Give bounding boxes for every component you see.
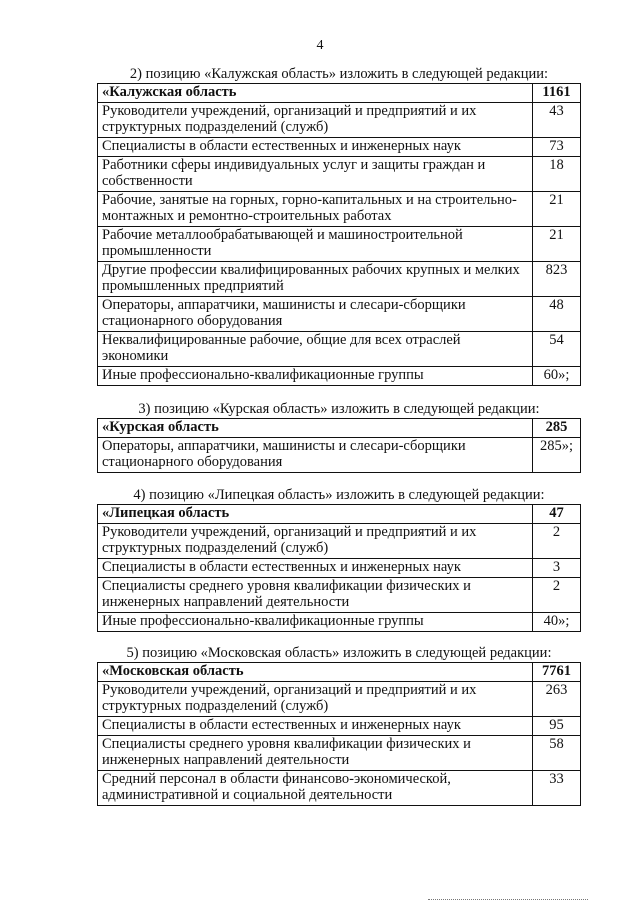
table-row xyxy=(98,682,581,717)
table-row xyxy=(98,524,581,559)
row-name: Работники сферы индивидуальных услуг и защиты граждан и собственности xyxy=(98,157,533,192)
row-value: 40»; xyxy=(533,613,581,632)
table-row xyxy=(98,771,581,806)
table-row xyxy=(98,736,581,771)
row-value: 33 xyxy=(533,771,581,806)
row-name: Специалисты в области естественных и инженерных наук xyxy=(98,559,533,578)
table-header-row xyxy=(98,84,581,103)
region-table xyxy=(97,662,581,806)
row-name: Специалисты в области естественных и инженерных наук xyxy=(98,717,533,736)
row-name: Специалисты среднего уровня квалификации физических и инженерных направлений деятельности xyxy=(98,736,533,771)
table-row xyxy=(98,262,581,297)
row-value: 18 xyxy=(533,157,581,192)
row-name: Руководители учреждений, организаций и предприятий и их структурных подразделений (служб) xyxy=(98,524,533,559)
row-name: Операторы, аппаратчики, машинисты и слесари-сборщики стационарного оборудования xyxy=(98,297,533,332)
row-value: 3 xyxy=(533,559,581,578)
row-name: Неквалифицированные рабочие, общие для всех отраслей экономики xyxy=(98,332,533,367)
row-value: 263 xyxy=(533,682,581,717)
row-value: 58 xyxy=(533,736,581,771)
row-value: 54 xyxy=(533,332,581,367)
row-value: 21 xyxy=(533,227,581,262)
table-row xyxy=(98,157,581,192)
row-name: Операторы, аппаратчики, машинисты и слесари-сборщики стационарного оборудования xyxy=(98,438,533,473)
table-header-row xyxy=(98,663,581,682)
table-row xyxy=(98,438,581,473)
section-intro: 4) позицию «Липецкая область» изложить в следующей редакции: xyxy=(133,487,545,503)
page-number: 4 xyxy=(316,38,324,53)
region-table xyxy=(97,504,581,632)
row-name: Специалисты в области естественных и инженерных наук xyxy=(98,138,533,157)
region-table xyxy=(97,83,581,386)
row-value: 60»; xyxy=(533,367,581,386)
row-name: Руководители учреждений, организаций и предприятий и их структурных подразделений (служб) xyxy=(98,103,533,138)
region-total: 7761 xyxy=(533,663,581,682)
row-value: 823 xyxy=(533,262,581,297)
table-row xyxy=(98,578,581,613)
row-name: Средний персонал в области финансово-экономической, административной и социальной деятельности xyxy=(98,771,533,806)
row-name: Иные профессионально-квалификационные группы xyxy=(98,613,533,632)
region-name: «Калужская область xyxy=(98,84,533,103)
section-intro: 5) позицию «Московская область» изложить в следующей редакции: xyxy=(126,645,552,661)
row-value: 95 xyxy=(533,717,581,736)
row-value: 2 xyxy=(533,578,581,613)
region-table xyxy=(97,418,581,473)
row-value: 48 xyxy=(533,297,581,332)
table-row xyxy=(98,192,581,227)
section-intro: 3) позицию «Курская область» изложить в следующей редакции: xyxy=(138,401,540,417)
region-name: «Курская область xyxy=(98,419,533,438)
table-row xyxy=(98,103,581,138)
table-row xyxy=(98,227,581,262)
row-value: 21 xyxy=(533,192,581,227)
row-name: Иные профессионально-квалификационные группы xyxy=(98,367,533,386)
region-total: 1161 xyxy=(533,84,581,103)
row-name: Рабочие, занятые на горных, горно-капитальных и на строительно-монтажных и ремонтно-строительных работах xyxy=(98,192,533,227)
row-value: 73 xyxy=(533,138,581,157)
row-name: Руководители учреждений, организаций и предприятий и их структурных подразделений (служб) xyxy=(98,682,533,717)
region-name: «Липецкая область xyxy=(98,505,533,524)
region-total: 47 xyxy=(533,505,581,524)
row-value: 43 xyxy=(533,103,581,138)
table-row xyxy=(98,559,581,578)
row-value: 285»; xyxy=(533,438,581,473)
table-row xyxy=(98,717,581,736)
section-intro: 2) позицию «Калужская область» изложить в следующей редакции: xyxy=(129,66,549,82)
row-value: 2 xyxy=(533,524,581,559)
region-total: 285 xyxy=(533,419,581,438)
table-header-row xyxy=(98,419,581,438)
row-name: Другие профессии квалифицированных рабочих крупных и мелких промышленных предприятий xyxy=(98,262,533,297)
page-edge-mark xyxy=(428,899,588,901)
table-row xyxy=(98,297,581,332)
table-header-row xyxy=(98,505,581,524)
row-name: Рабочие металлообрабатывающей и машиностроительной промышленности xyxy=(98,227,533,262)
region-name: «Московская область xyxy=(98,663,533,682)
table-row xyxy=(98,332,581,367)
table-row xyxy=(98,138,581,157)
table-row xyxy=(98,367,581,386)
row-name: Специалисты среднего уровня квалификации физических и инженерных направлений деятельности xyxy=(98,578,533,613)
table-row xyxy=(98,613,581,632)
